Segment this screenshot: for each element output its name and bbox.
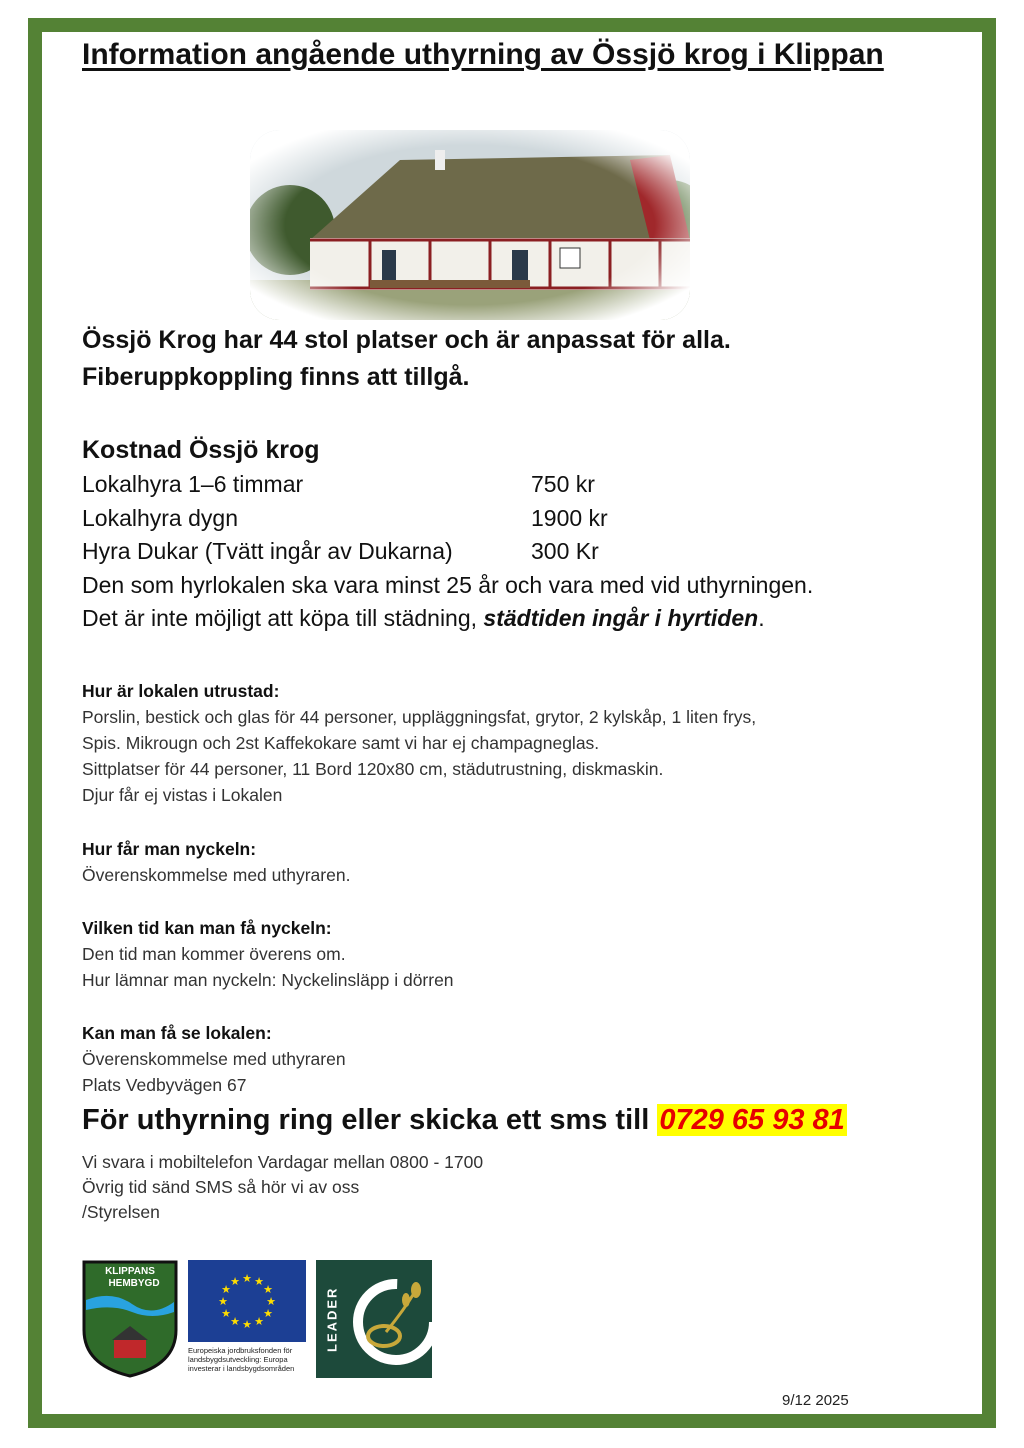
- key-time-line: Den tid man kommer överens om.: [82, 944, 346, 964]
- cost-value: 750 kr: [531, 471, 595, 497]
- cost-section: [82, 432, 942, 636]
- leader-text: LEADER: [318, 1262, 346, 1376]
- key-time-line: Hur lämnar man nyckeln: Nyckelinsläpp i dörren: [82, 970, 454, 990]
- leader-logo: [316, 1260, 432, 1378]
- viewing-heading: Kan man få se lokalen:: [82, 1023, 272, 1043]
- cost-label: Lokalhyra dygn: [82, 504, 238, 531]
- equipment-line: Porslin, bestick och glas för 44 personer, uppläggningsfat, grytor, 2 kylskåp, 1 liten frys,: [82, 707, 757, 727]
- cleaning-emphasis: städtiden ingår i hyrtiden: [483, 605, 759, 631]
- cost-label: Hyra Dukar (Tvätt ingår av Dukarna): [82, 538, 453, 564]
- equipment-line: Djur får ej vistas i Lokalen: [82, 785, 283, 805]
- rental-cta: [82, 1104, 847, 1137]
- cleaning-note: [82, 602, 942, 636]
- equipment-heading: Hur är lokalen utrustad:: [82, 681, 280, 701]
- contact-line: Vi svara i mobiltelefon Vardagar mellan 0800 - 1700: [82, 1152, 484, 1172]
- key-section: [82, 836, 942, 888]
- page-title: Information angående uthyrning av Össjö krog i Klippan: [82, 38, 884, 71]
- key-time-heading: Vilken tid kan man få nyckeln:: [82, 918, 332, 938]
- svg-text:★: ★: [266, 1295, 276, 1308]
- viewing-line: Plats Vedbyvägen 67: [82, 1075, 247, 1095]
- contact-line: Övrig tid sänd SMS så hör vi av oss: [82, 1177, 360, 1197]
- cost-value: 1900 kr: [531, 504, 608, 531]
- cost-label: Lokalhyra 1–6 timmar: [82, 471, 304, 497]
- eu-fund-text: Europeiska jordbruksfonden för landsbygdsutveckling: Europa investerar i landsbygdsområden: [188, 1346, 295, 1373]
- viewing-section: [82, 1020, 942, 1098]
- cost-heading: Kostnad Össjö krog: [82, 436, 320, 464]
- cleaning-prefix: Det är inte möjligt att köpa till städning,: [82, 605, 484, 631]
- svg-text:★: ★: [230, 1275, 240, 1288]
- key-time-section: [82, 915, 942, 993]
- logo-strip: [82, 1260, 432, 1378]
- hembygd-logo: [82, 1260, 178, 1378]
- eu-logo: [188, 1260, 306, 1373]
- svg-text:★: ★: [221, 1307, 231, 1320]
- intro-line-seats: Össjö Krog har 44 stol platser och är anpassat för alla.: [82, 326, 731, 354]
- key-line: Överenskommelse med uthyraren.: [82, 865, 351, 885]
- equipment-line: Spis. Mikrougn och 2st Kaffekokare samt vi har ej champagneglas.: [82, 733, 600, 753]
- phone-number[interactable]: 0729 65 93 81: [659, 1104, 845, 1136]
- age-note: Den som hyrlokalen ska vara minst 25 år och vara med vid uthyrningen.: [82, 571, 814, 598]
- hembygd-line1: KLIPPANS: [105, 1266, 155, 1277]
- eu-flag-icon: [188, 1260, 306, 1342]
- contact-line: /Styrelsen: [82, 1202, 160, 1222]
- hembygd-line2: HEMBYGD: [108, 1278, 160, 1289]
- cleaning-suffix: .: [758, 605, 765, 631]
- leader-mark-icon: [346, 1262, 432, 1376]
- cost-value: 300 Kr: [531, 538, 599, 564]
- svg-text:★: ★: [218, 1295, 228, 1308]
- cost-row: [82, 468, 942, 502]
- intro: [82, 322, 731, 396]
- svg-text:★: ★: [254, 1275, 264, 1288]
- cost-row: [82, 502, 942, 536]
- intro-line-fiber: Fiberuppkoppling finns att tillgå.: [82, 363, 470, 391]
- equipment-line: Sittplatser för 44 personer, 11 Bord 120x80 cm, städutrustning, diskmaskin.: [82, 759, 664, 779]
- cost-row: [82, 535, 942, 569]
- inn-building-photo: [250, 130, 690, 320]
- svg-text:★: ★: [263, 1307, 273, 1320]
- svg-text:★: ★: [221, 1283, 231, 1296]
- key-heading: Hur får man nyckeln:: [82, 839, 257, 859]
- svg-text:★: ★: [242, 1318, 252, 1331]
- svg-text:★: ★: [230, 1315, 240, 1328]
- svg-text:★: ★: [242, 1272, 252, 1285]
- cta-text: För uthyrning ring eller skicka ett sms till: [82, 1104, 658, 1136]
- viewing-line: Överenskommelse med uthyraren: [82, 1049, 346, 1069]
- contact-info: [82, 1150, 483, 1225]
- equipment-section: [82, 678, 942, 808]
- svg-text:★: ★: [254, 1315, 264, 1328]
- document-date: 9/12 2025: [782, 1392, 849, 1409]
- svg-text:★: ★: [263, 1283, 273, 1296]
